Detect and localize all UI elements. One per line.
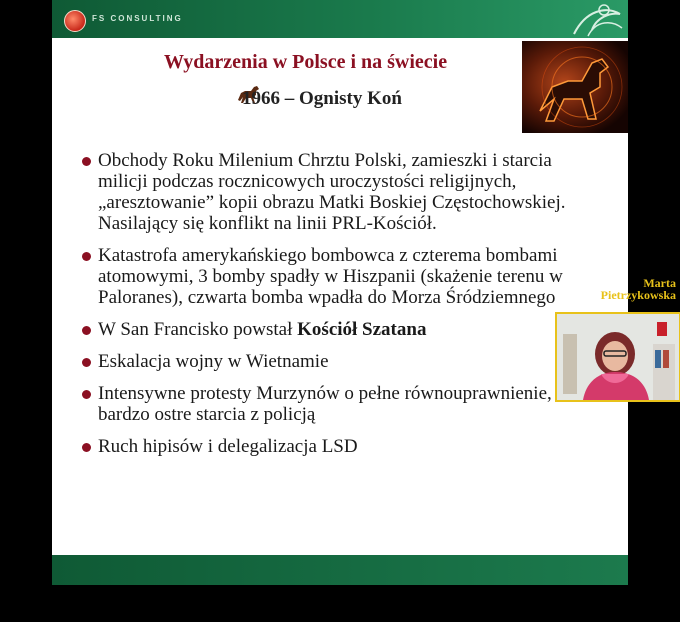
list-item-text: W San Francisko powstał bbox=[98, 319, 298, 340]
speaker-last-name: Pietrzykowska bbox=[600, 288, 676, 302]
list-item-emphasis: Kościół Szatana bbox=[297, 319, 427, 340]
list-item: Intensywne protesty Murzynów o pełne równouprawnienie, bardzo ostre starcia z policją bbox=[80, 383, 580, 425]
logo-text: FS CONSULTING bbox=[92, 14, 183, 23]
list-item bbox=[80, 319, 580, 340]
speaker-webcam-video[interactable] bbox=[555, 312, 680, 402]
events-list bbox=[80, 150, 580, 468]
corner-swirl-icon bbox=[566, 0, 626, 38]
slide-footer-bar bbox=[52, 555, 628, 585]
list-item: Eskalacja wojny w Wietnamie bbox=[80, 351, 580, 372]
presentation-slide bbox=[52, 0, 628, 585]
fire-horse-graphic bbox=[522, 41, 628, 133]
list-item: Katastrofa amerykańskiego bombowca z czterema bombami atomowymi, 3 bomby spadły w Hiszpanii (skażenie terenu w Paloranes), czwarta bomba wpadła do Morza Śródziemnego bbox=[80, 245, 580, 308]
list-item: Obchody Roku Milenium Chrztu Polski, zamieszki i starcia milicji podczas rocznicowych uroczystości religijnych, „aresztowanie” kopii obrazu Matki Boskiej Częstochowskiej. Nasilający się konflikt na linii PRL-Kościół. bbox=[80, 150, 580, 234]
slide-title: Wydarzenia w Polsce i na świecie bbox=[164, 51, 448, 73]
fs-consulting-logo-icon bbox=[64, 10, 86, 32]
webcam-scene bbox=[557, 314, 679, 400]
slide-header-bar bbox=[52, 0, 628, 38]
speaker-first-name: Marta bbox=[643, 276, 676, 290]
fire-horse-image bbox=[522, 41, 628, 133]
speaker-name-label bbox=[560, 277, 676, 301]
list-item: Ruch hipisów i delegalizacja LSD bbox=[80, 436, 580, 457]
slide-subtitle: 1966 – Ognisty Koń bbox=[242, 88, 402, 109]
